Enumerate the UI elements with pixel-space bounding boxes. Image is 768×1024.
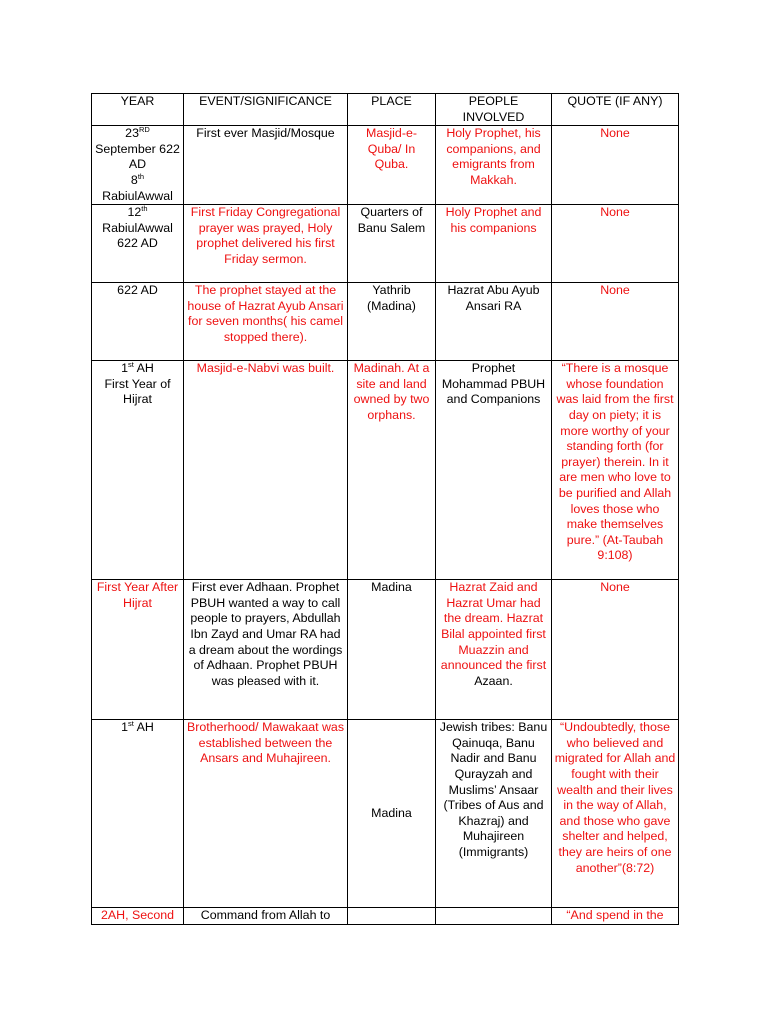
event-cell: First ever Masjid/Mosque (184, 126, 348, 205)
year-text: September 622 AD (95, 141, 180, 172)
year-cell (92, 361, 184, 580)
year-number: 1 (121, 720, 129, 735)
event-cell: First Friday Congregational prayer was prayed, Holy prophet delivered his first Friday sermon. (184, 205, 348, 283)
people-text-red: Hazrat Zaid and Hazrat Umar had the dream. Hazrat Bilal appointed first Muazzin and announced the first (440, 580, 547, 673)
place-cell: Madina (348, 580, 436, 720)
table-row (92, 126, 679, 205)
table-row (92, 580, 679, 720)
quote-cell: None (552, 205, 679, 283)
quote-cell: “Undoubtedly, those who believed and migrated for Allah and fought with their wealth and their lives in the way of Allah, and those who gave shelter and helped, they are heirs of one another”(8:72) (552, 720, 679, 908)
year-text: First Year of Hijrat (104, 376, 171, 407)
year-day: 12 (127, 205, 142, 220)
year-day: 23 (125, 126, 139, 141)
year-cell (92, 126, 184, 205)
place-cell: Madinah. At a site and land owned by two orphans. (348, 361, 436, 580)
table-row (92, 205, 679, 283)
year-cell: 622 AD (92, 283, 184, 361)
history-table (91, 93, 679, 925)
year-cell (92, 205, 184, 283)
people-text-black: Azaan. (474, 673, 513, 688)
people-cell (436, 580, 552, 720)
place-cell: Madina (348, 720, 436, 908)
year-day-suffix: RD (138, 125, 150, 135)
event-cell: Brotherhood/ Mawakaat was established between the Ansars and Muhajireen. (184, 720, 348, 908)
year-number-suffix: st (128, 719, 134, 729)
people-cell (436, 908, 552, 925)
year-day-suffix: th (141, 204, 148, 214)
event-cell: Masjid-e-Nabvi was built. (184, 361, 348, 580)
year-cell: 2AH, Second (92, 908, 184, 925)
header-event: EVENT/SIGNIFICANCE (184, 94, 348, 126)
table-row (92, 720, 679, 908)
table-row (92, 908, 679, 925)
header-people: PEOPLE INVOLVED (436, 94, 552, 126)
year-day-2: 8 (130, 172, 138, 187)
place-cell: Yathrib (Madina) (348, 283, 436, 361)
header-year: YEAR (92, 94, 184, 126)
year-unit: AH (133, 361, 154, 376)
year-cell: First Year After Hijrat (92, 580, 184, 720)
year-cell (92, 720, 184, 908)
people-cell: Hazrat Abu Ayub Ansari RA (436, 283, 552, 361)
header-place: PLACE (348, 94, 436, 126)
event-cell: The prophet stayed at the house of Hazrat Ayub Ansari for seven months( his camel stopped there). (184, 283, 348, 361)
header-quote: QUOTE (IF ANY) (552, 94, 679, 126)
quote-cell: “And spend in the (552, 908, 679, 925)
year-number-suffix: st (128, 360, 134, 370)
event-cell: First ever Adhaan. Prophet PBUH wanted a way to call people to prayers, Abdullah Ibn Zayd and Umar RA had a dream about the wordings of Adhaan. Prophet PBUH was pleased with it. (184, 580, 348, 720)
quote-cell: None (552, 580, 679, 720)
event-cell: Command from Allah to (184, 908, 348, 925)
table-row (92, 361, 679, 580)
people-cell: Jewish tribes: Banu Qainuqa, Banu Nadir and Banu Qurayzah and Muslims’ Ansaar (Tribes of Aus and Khazraj) and Muhajireen (Immigrants) (436, 720, 552, 908)
year-unit: AH (133, 720, 154, 735)
people-cell: Prophet Mohammad PBUH and Companions (436, 361, 552, 580)
year-day-suffix-2: th (137, 171, 145, 181)
year-number: 1 (121, 361, 129, 376)
place-cell: Quarters of Banu Salem (348, 205, 436, 283)
table-row (92, 283, 679, 361)
people-cell: Holy Prophet, his companions, and emigrants from Makkah. (436, 126, 552, 205)
people-cell: Holy Prophet and his companions (436, 205, 552, 283)
place-cell (348, 908, 436, 925)
quote-cell: None (552, 283, 679, 361)
place-cell: Masjid-e-Quba/ In Quba. (348, 126, 436, 205)
year-text: RabiulAwwal 622 AD (102, 220, 173, 251)
quote-cell: “There is a mosque whose foundation was laid from the first day on piety; it is more worthy of your standing forth (for prayer) therein. In it are men who love to be purified and Allah loves those who make themselves pure.” (At-Taubah 9:108) (552, 361, 679, 580)
year-text-2: RabiulAwwal (102, 188, 173, 203)
quote-cell: None (552, 126, 679, 205)
header-row (92, 94, 679, 126)
